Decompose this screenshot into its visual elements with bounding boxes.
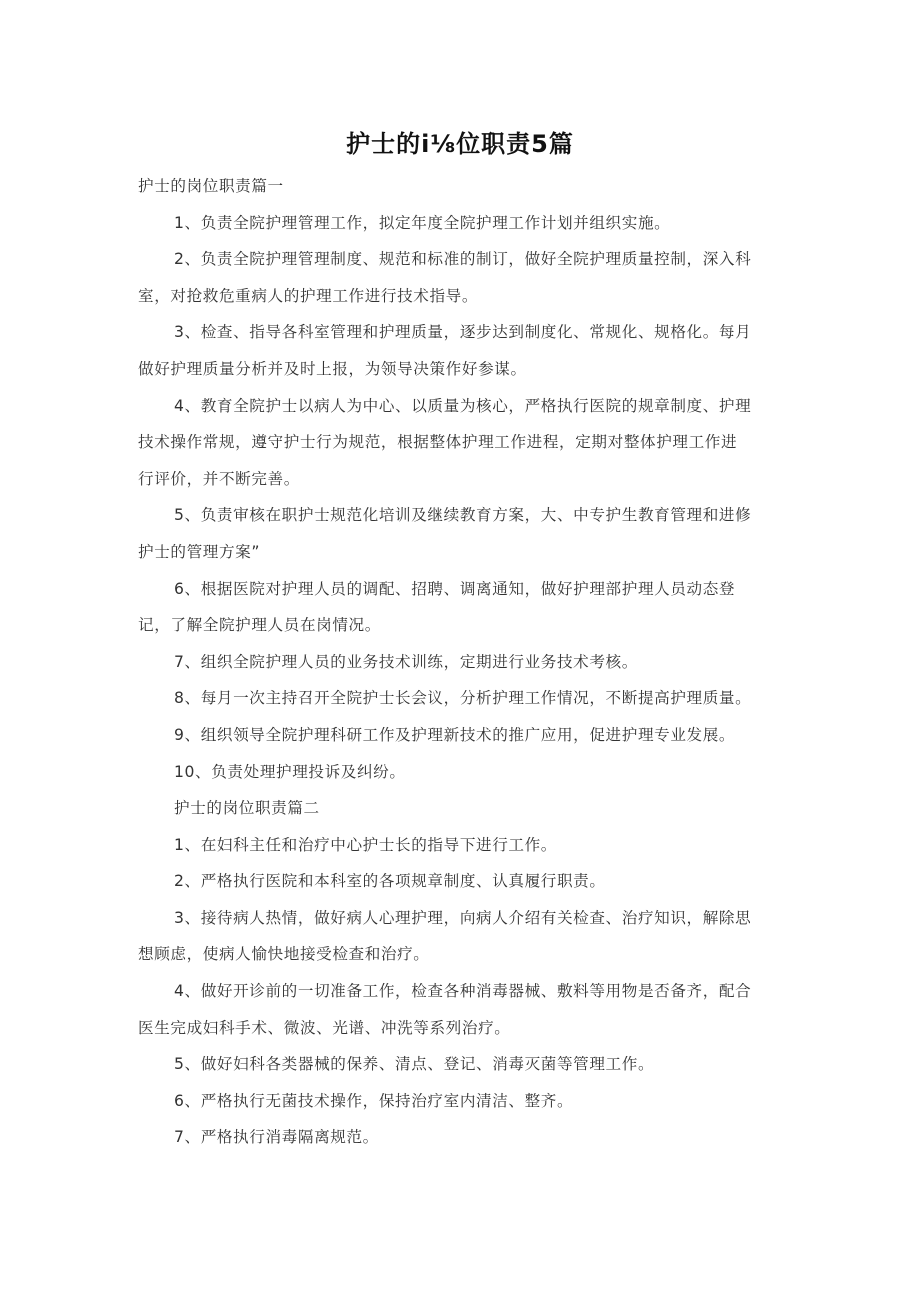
text-line: 3、接待病人热情，做好病人心理护理，向病人介绍有关检查、治疗知识，解除思 [174,908,752,927]
section-heading: 护士的岗位职责篇二 [174,799,320,818]
text-line: 8、每月一次主持召开全院护士长会议，分析护理工作情况，不断提高护理质量。 [174,689,752,708]
text-line: 做好护理质量分析并及时上报，为领导决策作好参谋。 [138,359,527,378]
text-line: 2、严格执行医院和本科室的各项规章制度、认真履行职责。 [174,872,606,891]
text-line: 记，了解全院护理人员在岗情况。 [138,616,381,635]
text-line: 6、根据医院对护理人员的调配、招聘、调离通知，做好护理部护理人员动态登 [174,579,736,598]
text-line: 医生完成妇科手术、微波、光谱、冲洗等系列治疗。 [138,1018,511,1037]
text-line: 4、教育全院护士以病人为中心、以质量为核心，严格执行医院的规章制度、护理 [174,396,752,415]
text-line: 9、组织领导全院护理科研工作及护理新技术的推广应用，促进护理专业发展。 [174,725,736,744]
document-body [138,168,784,1156]
text-line: 7、组织全院护理人员的业务技术训练，定期进行业务技术考核。 [174,652,638,671]
text-line: 1、负责全院护理管理工作，拟定年度全院护理工作计划并组织实施。 [174,213,671,232]
text-line: 1、在妇科主任和治疗中心护士长的指导下进行工作。 [174,835,557,854]
text-line: 想顾虑，使病人愉快地接受检查和治疗。 [138,945,430,964]
text-line: 5、做好妇科各类器械的保养、清点、登记、消毒灭菌等管理工作。 [174,1055,655,1074]
text-line: 室，对抢救危重病人的护理工作进行技术指导。 [138,286,479,305]
text-line: 5、负责审核在职护士规范化培训及继续教育方案，大、中专护生教育管理和进修 [174,506,752,525]
text-line: 4、做好开诊前的一切准备工作，检查各种消毒器械、敷料等用物是否备齐，配合 [174,982,752,1001]
text-line: 护士的管理方案” [138,542,261,561]
document-title: 护士的i⅛位职责5篇 [346,130,574,158]
text-line: 10、负责处理护理投诉及纠纷。 [174,762,406,781]
text-line: 技术操作常规，遵守护士行为规范，根据整体护理工作进程，定期对整体护理工作进 [138,433,738,452]
text-line: 2、负责全院护理管理制度、规范和标准的制订，做好全院护理质量控制，深入科 [174,250,752,269]
text-line: 行评价，并不断完善。 [138,469,300,488]
text-line: 3、检查、指导各科室管理和护理质量，逐步达到制度化、常规化、规格化。每月 [174,323,752,342]
text-line: 护士的岗位职责篇一 [138,177,284,195]
text-line: 7、严格执行消毒隔离规范。 [174,1128,379,1147]
text-line: 6、严格执行无菌技术操作，保持治疗室内清洁、整齐。 [174,1091,574,1110]
